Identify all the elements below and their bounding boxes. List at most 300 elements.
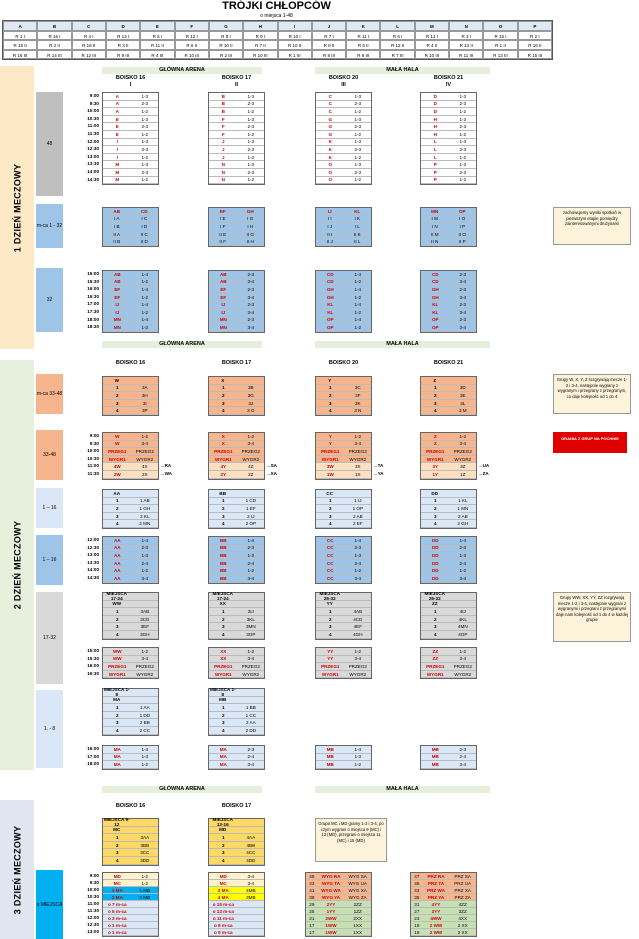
match-cell: 4GH (353, 631, 363, 637)
match-cell: 1 (222, 608, 225, 614)
match-cell: 1 AB (139, 498, 150, 504)
match-row (421, 177, 476, 185)
match-block (315, 92, 372, 185)
group-label-1-16b: 1 – 16 (36, 535, 63, 585)
match-cell: PRZEG1 (426, 448, 445, 454)
match-cell: 1-2 (141, 309, 149, 315)
pairing-cell: I O (459, 216, 466, 222)
match-cell: 1-2 (354, 294, 362, 300)
match-cell: 2-3 (247, 302, 255, 308)
match-row (103, 433, 158, 441)
match-row (103, 271, 158, 279)
time-slot: 11:30 (87, 470, 99, 476)
match-cell: WYGR2 (136, 456, 154, 462)
match-cell: E (115, 131, 119, 137)
match-cell: 1-3 (459, 552, 467, 558)
match-cell: 1 IJ (354, 498, 362, 504)
match-cell: 3-4 (141, 441, 149, 447)
match-row (103, 719, 158, 727)
match-cell: 2 MB (139, 894, 151, 900)
match-row (316, 761, 371, 769)
match-cell: 2 DD (245, 727, 257, 733)
draw-cell: E (140, 21, 174, 31)
match-cell: B (221, 101, 225, 107)
match-row (209, 513, 264, 521)
match-cell: EF (114, 286, 121, 292)
match-block (420, 536, 477, 584)
match-row (103, 505, 158, 513)
match-cell: 3-4 (459, 761, 467, 767)
pairing-cell: II J (326, 239, 333, 245)
group-label-1-8: 1. - 8 (36, 690, 63, 768)
time-slot: 15:00 (87, 271, 99, 276)
match-cell: 3D (459, 385, 466, 391)
match-row (103, 712, 158, 720)
match-cell: 2X (141, 471, 148, 477)
match-cell: MB (431, 746, 439, 752)
match-cell: WYGR2 (136, 671, 154, 677)
match-cell: 1-4 (459, 537, 467, 543)
round-III: III (341, 82, 346, 88)
match-cell: E (115, 116, 119, 122)
match-row (411, 901, 476, 908)
match-cell: 45 (414, 880, 420, 886)
match-block (102, 536, 159, 584)
match-cell: 4 (434, 408, 437, 414)
pairing-block (315, 207, 372, 247)
time-slot: 12:00 (87, 138, 99, 144)
match-cell: P (433, 169, 437, 175)
match-row (421, 146, 476, 154)
match-cell: WYGR2 (349, 456, 367, 462)
match-row (103, 441, 158, 449)
match-row (421, 93, 476, 101)
match-cell: 1-3 (354, 139, 362, 145)
match-row (411, 887, 476, 894)
match-cell: WYGR1 (214, 671, 232, 677)
match-cell: AB (219, 271, 227, 277)
match-cell: 2-3 (247, 317, 255, 323)
match-cell: 3 (116, 850, 119, 856)
match-cell: 3X (354, 464, 361, 470)
match-row (209, 392, 264, 400)
time-slot: 17:00 (87, 753, 99, 759)
match-row (103, 513, 158, 521)
match-block (315, 270, 372, 333)
match-row (103, 663, 158, 671)
match-cell: 17 (309, 929, 315, 935)
match-cell: 4 (116, 521, 119, 527)
match-row (421, 537, 476, 545)
match-row (103, 101, 158, 109)
match-row (421, 139, 476, 147)
match-row (209, 545, 264, 553)
match-row (316, 754, 371, 762)
match-cell: 3MN (245, 624, 256, 630)
match-cell: AB (219, 279, 227, 285)
match-cell: 3EF (140, 624, 150, 630)
match-cell: K (328, 139, 332, 145)
match-cell: PRZ UA (454, 880, 472, 886)
match-cell: 2-4 (247, 560, 255, 566)
match-cell: 2 EF (352, 521, 363, 527)
match-block (102, 745, 159, 770)
match-cell: A (115, 93, 119, 99)
match-cell: o 13 m-ca (212, 908, 234, 914)
match-row (421, 631, 476, 639)
match-cell: 2-3 (141, 101, 149, 107)
day3-label: 3 DZIEŃ MECZOWY (12, 825, 23, 914)
draw-cell: R 13 II (449, 40, 483, 50)
match-row (209, 286, 264, 294)
match-cell: N (221, 177, 225, 183)
match-cell: WYGR1 (426, 671, 444, 677)
match-cell: WYG RA (321, 873, 341, 879)
pitch-17-1: BOISKO 17 (221, 75, 252, 81)
match-cell: BB (219, 575, 227, 581)
match-cell: 1 DD (139, 712, 151, 718)
match-row (306, 901, 371, 908)
match-cell: L (433, 146, 437, 152)
match-row (316, 656, 371, 664)
match-cell: 3-4 (247, 761, 255, 767)
draw-cell: I (278, 21, 312, 31)
match-cell: 1-3 (141, 116, 149, 122)
match-cell: 1 AA (139, 704, 150, 710)
match-cell: 3-4 (354, 441, 362, 447)
match-block (420, 592, 477, 640)
match-cell: 43 (309, 880, 315, 886)
match-cell: 39 (309, 894, 315, 900)
match-cell: 1-2 (459, 177, 467, 183)
match-row (421, 441, 476, 449)
draw-cell: R 11 III (449, 50, 483, 60)
match-row (103, 177, 158, 185)
pairing-cell: II I (327, 231, 333, 237)
match-cell: 2 (222, 712, 225, 718)
match-cell: 2ZZ (353, 901, 362, 907)
pitch-20-1: BOISKO 20 (328, 75, 359, 81)
match-cell: 3 M (458, 408, 467, 414)
match-cell: 2 (434, 616, 437, 622)
match-row (316, 154, 371, 162)
pairing-row (316, 238, 371, 246)
match-row (103, 377, 158, 385)
match-row (103, 656, 158, 664)
match-cell: BB (219, 552, 227, 558)
pairing-cell: MN (431, 208, 439, 214)
match-cell: 2-3 (354, 124, 362, 130)
match-cell: CD (326, 279, 334, 285)
match-cell: 29 (309, 901, 315, 907)
time-slot: 11:00 (87, 463, 99, 469)
match-row (421, 131, 476, 139)
match-block (102, 592, 159, 640)
match-cell: WYGR2 (454, 456, 472, 462)
match-row (316, 161, 371, 169)
match-row (103, 448, 158, 456)
pitch-16-1: BOISKO 16 (115, 75, 146, 81)
match-cell: 3-4 (247, 279, 255, 285)
match-cell: CD (326, 271, 334, 277)
match-cell: 2-3 (247, 271, 255, 277)
match-cell: KL (432, 302, 439, 308)
match-cell: PRZ RA (427, 873, 445, 879)
draw-cell: R 6 II (175, 40, 209, 50)
match-row (209, 317, 264, 325)
match-row (209, 689, 264, 697)
match-row (316, 575, 371, 583)
pairing-cell: I I (327, 216, 332, 222)
match-row (209, 880, 264, 887)
match-cell: PRZEG2 (348, 663, 367, 669)
match-cell: 1WW (325, 922, 337, 928)
match-row (421, 407, 476, 415)
match-row (209, 887, 264, 894)
match-cell: 2W (113, 471, 121, 477)
match-cell: 1-4 (354, 302, 362, 308)
match-cell: XX (219, 601, 226, 607)
match-cell: OP (431, 317, 439, 323)
match-row (103, 537, 158, 545)
draw-cell: R 16 II (518, 40, 552, 50)
round-I: I (129, 82, 132, 88)
time-slot: 10:30 (87, 894, 99, 899)
match-cell: WYGR1 (108, 456, 126, 462)
time-slot: 15:00 (87, 648, 99, 653)
draw-cell: R 13 I (106, 31, 140, 41)
match-cell: Y (328, 433, 332, 439)
time-slot: 16:30 (87, 293, 99, 299)
match-block (208, 688, 265, 736)
match-cell: 2 AB (457, 513, 468, 519)
match-cell: PRZEG1 (214, 663, 233, 669)
match-block (208, 489, 265, 529)
match-row (209, 746, 264, 754)
match-cell: ZZ (431, 601, 438, 607)
advance-arrow: →UA (478, 463, 490, 469)
match-cell: BB (219, 490, 227, 496)
match-cell: 21 (309, 915, 315, 921)
match-row (316, 545, 371, 553)
match-cell: 2 (434, 392, 437, 398)
match-block (315, 745, 372, 770)
match-cell: I (116, 154, 118, 160)
match-cell: PRZEG2 (135, 448, 154, 454)
match-row (316, 169, 371, 177)
pitch-20-2: BOISKO 20 (328, 360, 359, 366)
match-cell: 1-2 (141, 648, 149, 654)
match-cell: 1-2 (354, 568, 362, 574)
match-cell: 2 (329, 616, 332, 622)
pairing-cell: I B (113, 223, 120, 229)
match-cell: 4CC (246, 850, 256, 856)
match-row (209, 146, 264, 154)
match-row (209, 108, 264, 116)
match-row (411, 922, 476, 929)
match-cell: X (221, 433, 225, 439)
match-cell: 1 (222, 704, 225, 710)
match-row (209, 915, 264, 922)
draw-cell: R 2 I (518, 31, 552, 41)
match-row (209, 279, 264, 287)
match-row (421, 324, 476, 332)
time-slot: 18:00 (87, 316, 99, 322)
match-cell: 1-2 (141, 131, 149, 137)
match-cell: 1-3 (354, 552, 362, 558)
match-cell: M (115, 169, 120, 175)
match-row (316, 746, 371, 754)
match-row (421, 490, 476, 498)
pairing-cell: AB (113, 208, 121, 214)
match-cell: 2 (222, 842, 225, 848)
match-row (316, 505, 371, 513)
match-block (315, 489, 372, 529)
match-row (421, 448, 476, 456)
match-cell: MN (219, 324, 227, 330)
match-row (421, 545, 476, 553)
match-cell: D (433, 101, 437, 107)
match-cell: 1-2 (141, 761, 149, 767)
match-cell: Y (328, 441, 332, 447)
match-cell: 4 (434, 631, 437, 637)
match-cell: 1-2 (247, 568, 255, 574)
match-row (421, 154, 476, 162)
match-row (306, 915, 371, 922)
match-cell: 3 (116, 513, 119, 519)
match-cell: 2 AA (245, 720, 256, 726)
match-cell: PRZEG1 (108, 448, 127, 454)
draw-cell: A (3, 21, 37, 31)
time-slot: 16:00 (87, 746, 99, 751)
match-cell: AB (113, 279, 121, 285)
time-slot: 9:00 (89, 93, 99, 98)
match-cell: 2 GH (457, 521, 469, 527)
match-block (208, 432, 265, 480)
draw-cell: R 1 III (278, 50, 312, 60)
match-cell: 4OP (458, 631, 468, 637)
round-II: II (234, 82, 239, 88)
pairing-cell: I L (354, 223, 360, 229)
group-label-33-48a: m-ca 33-48 (36, 374, 63, 414)
match-row (209, 761, 264, 769)
match-cell: 1-2 (247, 108, 255, 114)
match-cell: 3K (354, 400, 361, 406)
match-cell: OP (326, 324, 334, 330)
match-cell: M (115, 177, 120, 183)
match-cell: o 3 m-ca (107, 915, 127, 921)
match-cell: 2-4 (354, 560, 362, 566)
match-cell: X (221, 441, 225, 447)
note-groups-wxyz: Grupy W, X, Y, Z rozgrywają mecze 1-2 i 3-4, następnie wygrany z wygranym i przegrany z przegranym, co daje kolejność od 1 do 4 (553, 374, 631, 414)
time-column (81, 872, 99, 935)
match-cell: J (222, 139, 225, 145)
day2-label: 2 DZIEŃ MECZOWY (12, 520, 23, 610)
match-row (316, 101, 371, 109)
match-row (316, 309, 371, 317)
match-cell: 4ZZ (458, 901, 467, 907)
match-block (315, 536, 372, 584)
match-cell: 1XX (353, 922, 363, 928)
match-cell: 3-4 (354, 575, 362, 581)
match-row (421, 400, 476, 408)
match-cell: 1-2 (141, 154, 149, 160)
pairing-cell: II C (140, 231, 148, 237)
match-row (421, 377, 476, 385)
match-cell: o 1 m-ca (107, 922, 127, 928)
match-cell: KL (327, 309, 334, 315)
match-cell: 3Z (460, 464, 466, 470)
match-cell: 1-2 (354, 761, 362, 767)
match-row (421, 456, 476, 464)
time-slot: 10:00 (87, 887, 99, 892)
match-row (103, 161, 158, 169)
match-cell: 45 (309, 873, 315, 879)
match-cell: DD (431, 537, 439, 543)
pairing-cell: II A (113, 231, 121, 237)
match-cell: GH (326, 294, 334, 300)
match-row (209, 616, 264, 624)
match-row (209, 712, 264, 720)
match-cell: 2-3 (354, 169, 362, 175)
match-cell: WYG YA (321, 894, 341, 900)
match-row (103, 601, 158, 609)
match-cell: 17 (309, 922, 315, 928)
match-cell: 1-4 (354, 286, 362, 292)
match-cell: IJ (221, 302, 226, 308)
match-block (208, 818, 265, 866)
match-cell: 2-3 (247, 146, 255, 152)
match-row (103, 552, 158, 560)
match-cell: DD (431, 560, 439, 566)
match-block (208, 270, 265, 333)
match-cell: 3 (222, 624, 225, 630)
time-slot: 10:00 (87, 108, 99, 114)
match-row (209, 567, 264, 575)
time-slot: 9:30 (89, 880, 99, 885)
match-row (316, 448, 371, 456)
match-cell: IJ (221, 309, 226, 315)
match-cell: BB (219, 560, 227, 566)
match-cell: A (115, 101, 119, 107)
pairing-block (420, 207, 477, 247)
match-cell: CC (326, 560, 334, 566)
match-cell: 4 (222, 631, 225, 637)
pairing-cell: I C (141, 216, 148, 222)
match-row (316, 377, 371, 385)
match-cell: MB (431, 761, 439, 767)
match-row (103, 116, 158, 124)
match-row (411, 873, 476, 880)
pairing-row (209, 216, 264, 224)
match-cell: 2-3 (247, 286, 255, 292)
match-cell: 1 CC (245, 712, 257, 718)
match-cell: 3 (434, 624, 437, 630)
match-row (421, 301, 476, 309)
match-cell: 3 (329, 624, 332, 630)
match-row (316, 139, 371, 147)
advance-label: SA (270, 463, 277, 469)
match-cell: K (328, 154, 332, 160)
draw-cell: R 12 II (380, 40, 414, 50)
match-row (316, 317, 371, 325)
draw-cell: F (175, 21, 209, 31)
match-cell: 3 O (247, 408, 255, 414)
match-cell: MIEJSCA 25-32 (424, 591, 445, 602)
match-cell: MIEJSCA 17-24 (212, 591, 233, 602)
match-row (103, 849, 158, 857)
pitch-17-2: BOISKO 17 (221, 360, 252, 366)
